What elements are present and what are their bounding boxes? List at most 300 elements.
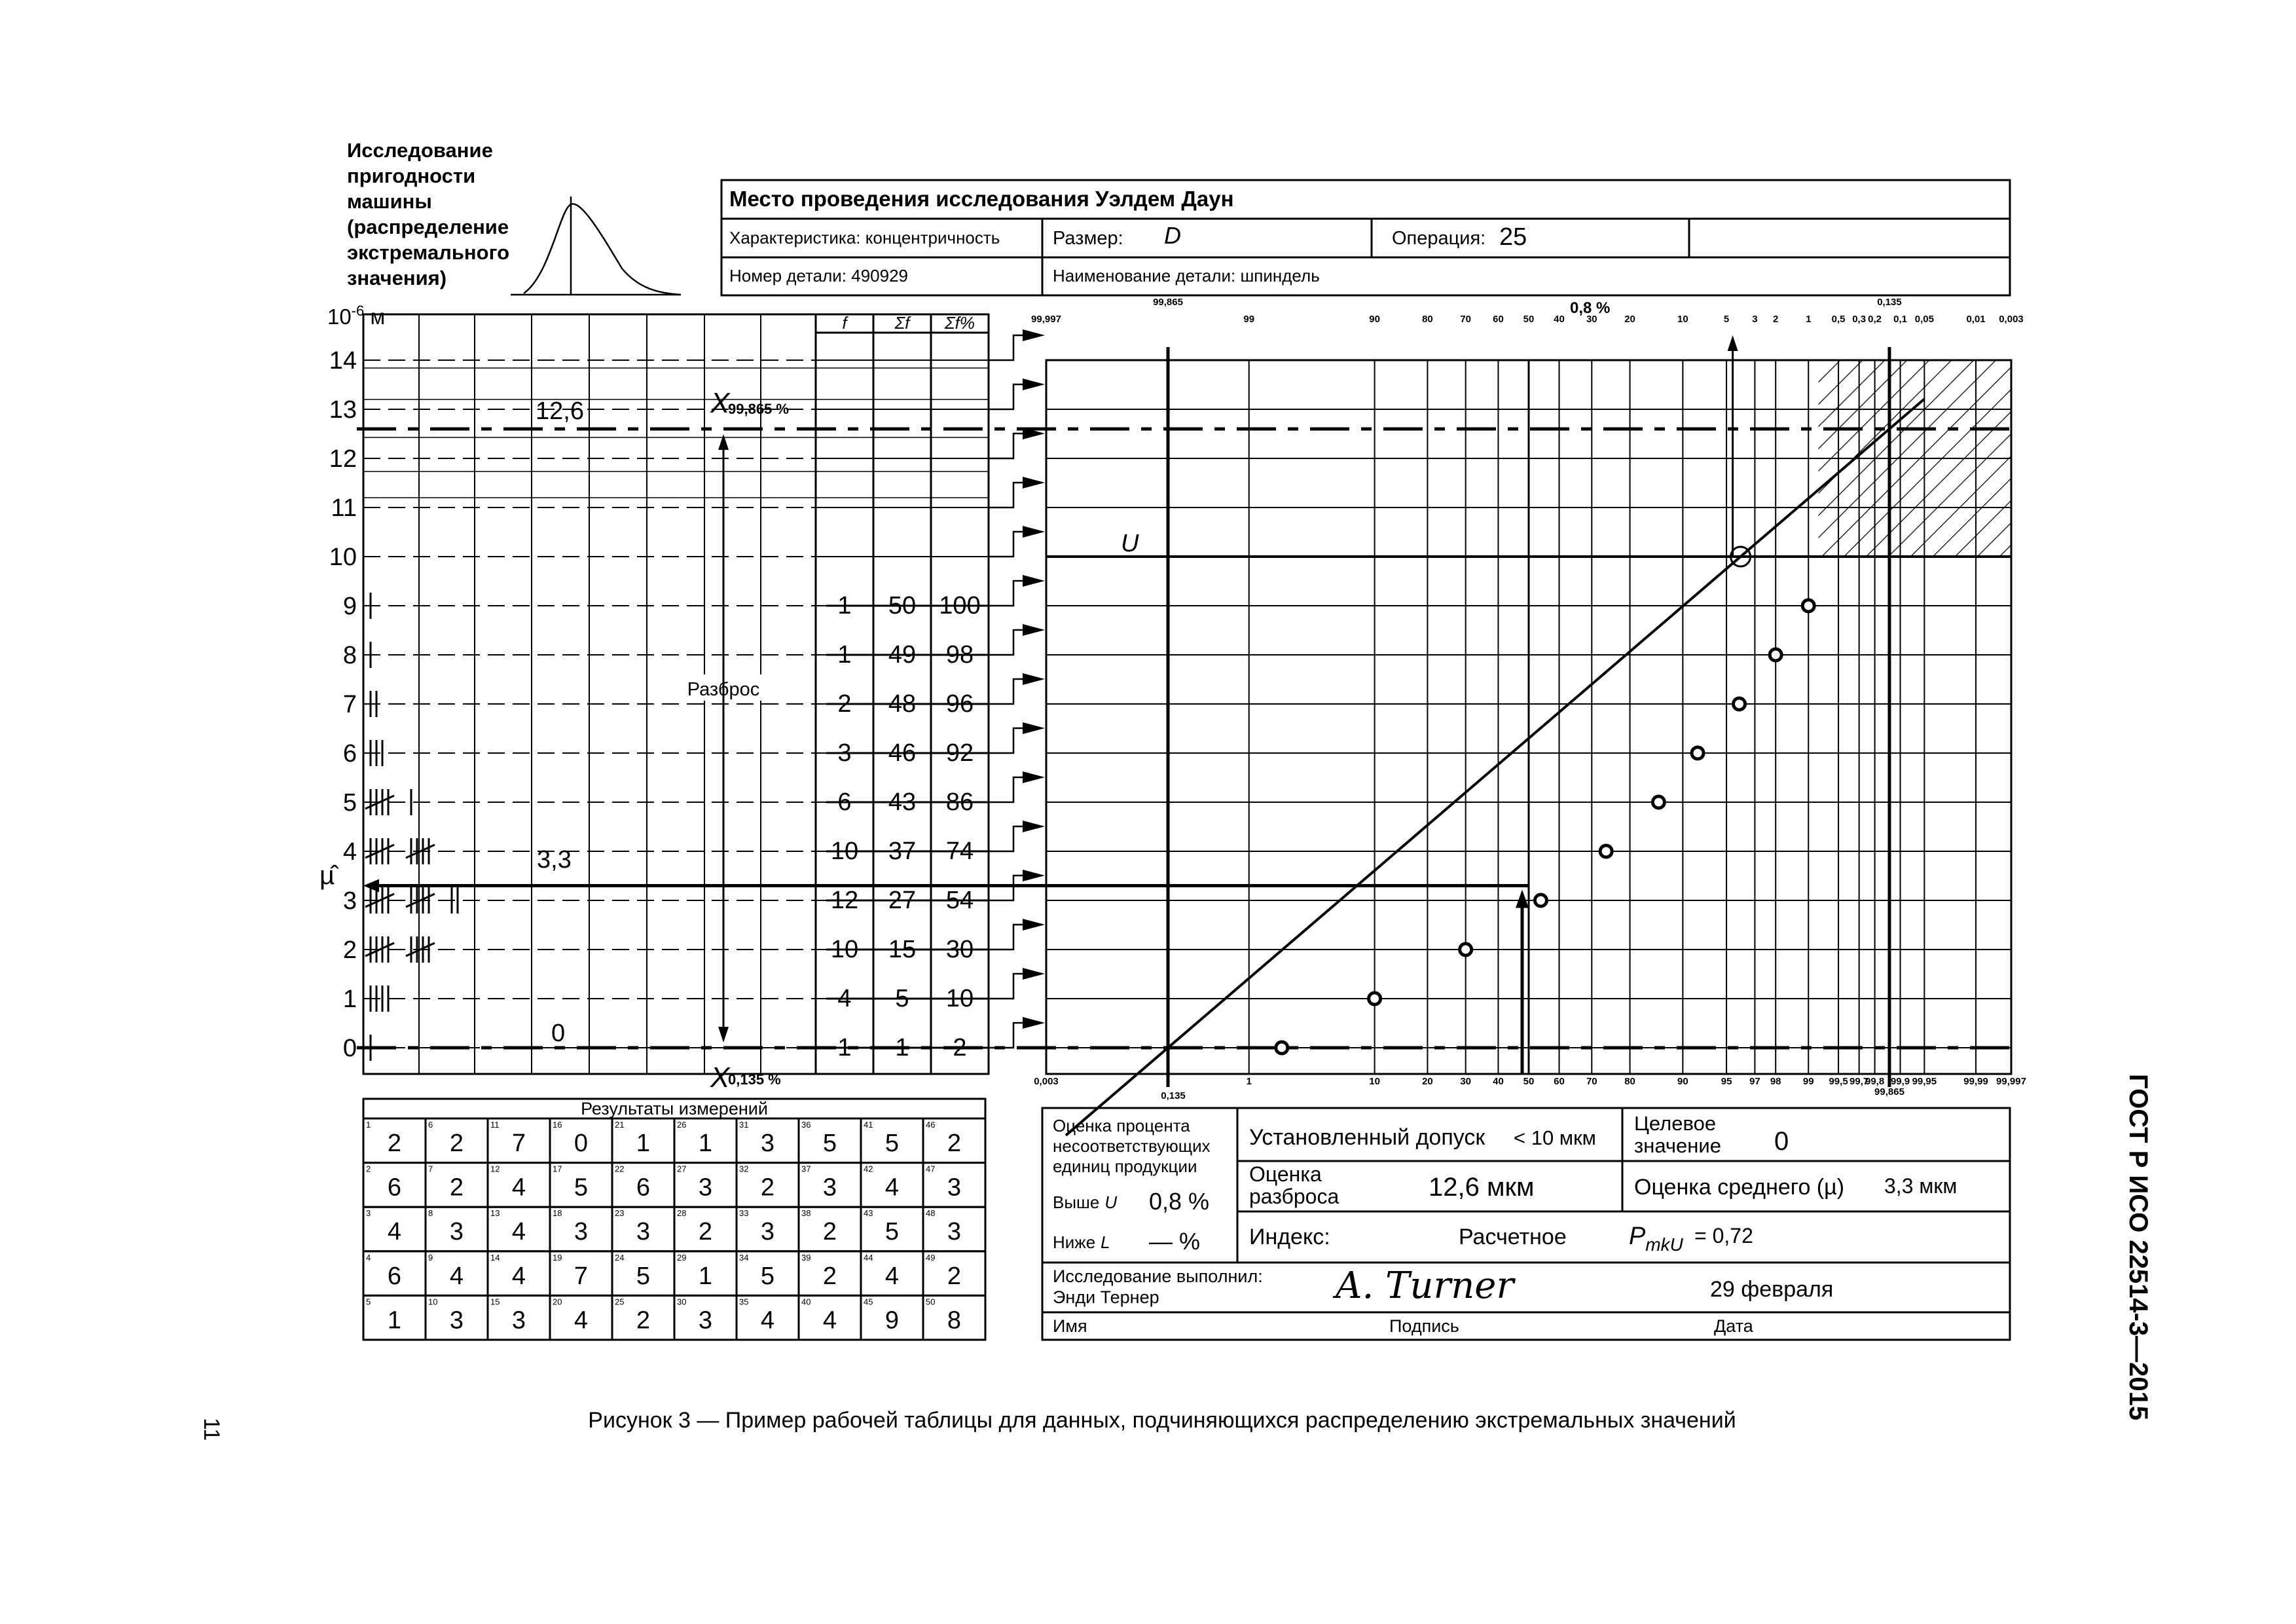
measurements-title: Результаты измерений: [581, 1099, 768, 1118]
tally-marks: [365, 593, 458, 1061]
size-value: D: [1164, 222, 1181, 249]
measurement-value: 3: [574, 1218, 589, 1246]
measurement-index: 13: [490, 1208, 500, 1219]
data-point: [1276, 1042, 1288, 1054]
measurement-value: 8: [947, 1306, 962, 1335]
data-point: [1652, 796, 1664, 808]
prob-top-label: 0,5: [1831, 314, 1846, 325]
u-limit-label: U: [1121, 530, 1139, 557]
prob-top-label: 99,997: [1031, 314, 1061, 325]
prob-bottom-label: 99,99: [1963, 1076, 1988, 1087]
lower-spread-value: 0: [551, 1020, 566, 1047]
frequency-sum-f-pct: 54: [945, 887, 974, 914]
measurement-index: 9: [428, 1252, 433, 1263]
measurement-value: 2: [822, 1262, 837, 1290]
spread-arrow-head: [718, 1027, 729, 1043]
measurement-value: 1: [698, 1262, 713, 1290]
measurement-index: 33: [739, 1208, 749, 1219]
nonconf-title: единиц продукции: [1053, 1156, 1197, 1176]
frequency-sum-f: 1: [895, 1034, 909, 1061]
y-tick-label: 12: [329, 445, 357, 473]
measurement-value: 7: [574, 1262, 589, 1290]
transfer-arrow-head: [1023, 919, 1045, 931]
prob-bottom-label: 99: [1802, 1076, 1814, 1087]
measurement-value: 3: [947, 1218, 962, 1246]
measurement-index: 39: [801, 1252, 811, 1263]
sheet-title-line: машины: [347, 190, 432, 213]
measurement-value: 6: [387, 1262, 402, 1290]
frequency-f: 2: [837, 690, 852, 718]
prob-bottom-special: 99,865: [1874, 1086, 1904, 1098]
measurement-index: 24: [615, 1252, 625, 1263]
frequency-f: 6: [837, 788, 852, 816]
prob-top-special: 0,135: [1877, 297, 1902, 308]
above-value: 0,8 %: [1149, 1188, 1210, 1215]
measurement-value: 2: [947, 1262, 962, 1290]
measurement-index: 10: [428, 1297, 438, 1307]
y-tick-label: 1: [342, 986, 357, 1013]
prob-top-label: 60: [1493, 314, 1504, 325]
prob-top-label: 3: [1752, 314, 1758, 325]
pct-above-label: 0,8 %: [1570, 299, 1611, 317]
measurement-index: 44: [864, 1252, 873, 1263]
data-point: [1692, 747, 1704, 759]
operation-value: 25: [1499, 223, 1527, 251]
location-label: Место проведения исследования Уэлдем Даун: [729, 187, 1234, 211]
measurement-value: 4: [387, 1218, 402, 1246]
mean-value-annotation: 3,3: [537, 846, 572, 874]
measurement-index: 22: [615, 1164, 625, 1174]
nonconf-title: несоответствующих: [1053, 1136, 1211, 1156]
measurement-value: 5: [884, 1218, 900, 1246]
measurement-index: 30: [677, 1297, 687, 1307]
performed-label: Исследование выполнил:: [1053, 1266, 1263, 1286]
prob-bottom-label: 95: [1721, 1076, 1732, 1087]
operation-label: Операция:: [1392, 228, 1486, 249]
index-symbol: P: [1629, 1223, 1646, 1250]
data-point: [1460, 944, 1472, 955]
measurement-index: 26: [677, 1120, 687, 1130]
index-subscript: mkU: [1645, 1234, 1683, 1255]
probability-grid: [1046, 347, 2011, 1087]
date-value: 29 февраля: [1710, 1277, 1834, 1302]
measurement-value: 3: [449, 1218, 464, 1246]
target-value: 0: [1774, 1127, 1789, 1156]
prob-bottom-label: 40: [1493, 1076, 1504, 1087]
frequency-f: 1: [837, 1034, 852, 1061]
date-caption: Дата: [1714, 1316, 1753, 1336]
measurement-index: 38: [801, 1208, 811, 1219]
size-label: Размер:: [1053, 228, 1123, 249]
sheet-title-line: экстремального: [347, 241, 510, 264]
transfer-arrow-head: [1023, 771, 1045, 783]
sheet-title: [347, 139, 509, 289]
performer-name: Энди Тернер: [1053, 1287, 1159, 1307]
sum-f-header: Σf: [894, 313, 910, 333]
data-point: [1535, 895, 1546, 906]
measurement-index: 2: [366, 1164, 371, 1174]
measurement-index: 35: [739, 1297, 749, 1307]
measurement-value: 4: [574, 1306, 589, 1335]
measurement-index: 21: [615, 1120, 625, 1130]
sheet-title-line: значения): [347, 267, 447, 289]
characteristic-label: Характеристика: концентричность: [729, 228, 1000, 248]
measurement-index: 7: [428, 1164, 433, 1174]
index-label: Индекс:: [1249, 1225, 1330, 1249]
frequency-sum-f: 50: [888, 592, 917, 619]
frequency-sum-f-pct: 74: [945, 838, 974, 865]
data-point: [1734, 698, 1745, 710]
measurement-value: 3: [698, 1306, 713, 1335]
measurement-value: 4: [884, 1262, 900, 1290]
frequency-sum-f: 37: [888, 838, 917, 865]
measurement-value: 2: [387, 1130, 402, 1157]
frequency-f: 4: [837, 985, 852, 1012]
measurement-index: 40: [801, 1297, 811, 1307]
prob-bottom-label: 99,8: [1865, 1076, 1885, 1087]
prob-bottom-label: 90: [1677, 1076, 1688, 1087]
spread-arrow-head: [718, 434, 729, 450]
tolerance-label: Установленный допуск: [1249, 1125, 1485, 1150]
frequency-sum-f: 27: [888, 887, 917, 914]
y-axis-unit-exp: -6: [351, 303, 365, 319]
frequency-sum-f: 43: [888, 788, 917, 816]
measurement-value: 2: [636, 1306, 651, 1335]
y-tick-label: 2: [342, 936, 357, 964]
measurement-value: 5: [822, 1130, 837, 1157]
data-point: [1369, 993, 1381, 1005]
measurement-value: 4: [511, 1218, 526, 1246]
frequency-sum-f: 5: [895, 985, 909, 1012]
nonconf-title: Оценка процента: [1053, 1116, 1190, 1135]
measurement-index: 29: [677, 1252, 687, 1263]
prob-top-label: 0,003: [1999, 314, 2024, 325]
transfer-arrow-head: [1023, 329, 1045, 341]
frequency-sum-f-pct: 30: [945, 936, 974, 963]
measurement-value: 3: [760, 1130, 775, 1157]
measurement-index: 12: [490, 1164, 500, 1174]
fitted-line: [1066, 399, 1924, 1135]
measurement-value: 4: [511, 1262, 526, 1290]
part-number-label: Номер детали: 490929: [729, 266, 908, 286]
signature: A. Turner: [1336, 1264, 1514, 1307]
svg-text:PmkU: [1629, 1223, 1684, 1255]
prob-top-label: 70: [1460, 314, 1472, 325]
y-tick-label: 8: [342, 642, 357, 669]
pct-above-arrow-head: [1728, 335, 1738, 351]
sum-f-pct-header: Σf%: [945, 313, 975, 333]
measurement-value: 3: [698, 1173, 713, 1202]
name-caption: Имя: [1053, 1316, 1087, 1336]
left-annotations: [536, 387, 789, 1094]
measurement-index: 45: [864, 1297, 873, 1307]
distribution-curve-icon: [511, 196, 681, 295]
y-tick-label: 14: [329, 347, 357, 375]
upper-spread-value: 12,6: [536, 397, 584, 425]
measurement-index: 18: [553, 1208, 562, 1219]
prob-top-label: 50: [1523, 314, 1535, 325]
transfer-arrow-head: [1023, 526, 1045, 538]
measurement-value: 1: [387, 1306, 402, 1335]
measurement-index: 15: [490, 1297, 500, 1307]
measurement-index: 8: [428, 1208, 433, 1219]
measurement-index: 47: [926, 1164, 936, 1174]
transfer-arrow-head: [1023, 378, 1045, 390]
prob-top-label: 0,2: [1868, 314, 1882, 325]
figure-caption: Рисунок 3 — Пример рабочей таблицы для данных, подчиняющихся распределению экстремальных значений: [588, 1408, 1736, 1433]
tolerance-value: < 10 мкм: [1514, 1126, 1596, 1149]
y-axis-unit: [327, 303, 385, 329]
measurement-index: 43: [864, 1208, 873, 1219]
mean-estimate-value: 3,3 мкм: [1884, 1174, 1958, 1198]
frequency-sum-f: 15: [888, 936, 917, 963]
measurement-index: 1: [366, 1120, 371, 1130]
measurement-value: 5: [574, 1173, 589, 1202]
sign-caption: Подпись: [1389, 1316, 1459, 1336]
lower-x-subscript: 0,135 %: [728, 1071, 781, 1088]
upper-x-label: X: [710, 387, 730, 419]
mean-vertical-arrow-head: [1516, 890, 1529, 908]
frequency-sum-f-pct: 86: [945, 788, 974, 816]
measurement-value: 5: [884, 1130, 900, 1157]
target-label: Целевое: [1634, 1112, 1717, 1135]
frequency-sum-f-pct: 10: [945, 985, 974, 1012]
standard-code: ГОСТ Р ИСО 22514-3—2015: [2124, 1074, 2153, 1421]
f-header: f: [842, 313, 847, 333]
lower-x-label: X: [710, 1061, 730, 1094]
prob-top-label: 90: [1369, 314, 1380, 325]
prob-bottom-label: 99,95: [1912, 1076, 1937, 1087]
prob-bottom-label: 50: [1523, 1076, 1535, 1087]
measurement-value: 6: [636, 1173, 651, 1202]
above-label: Выше: [1053, 1192, 1100, 1212]
measurement-value: 3: [947, 1173, 962, 1202]
measurement-index: 48: [926, 1208, 936, 1219]
prob-top-label: 5: [1723, 314, 1730, 325]
y-tick-label: 13: [329, 396, 357, 424]
frequency-sum-f-pct: 92: [945, 739, 974, 767]
spread-estimate-value: 12,6 мкм: [1429, 1173, 1535, 1202]
target-label: значение: [1634, 1134, 1721, 1157]
prob-bottom-label: 99,5: [1829, 1076, 1848, 1087]
measurement-index: 27: [677, 1164, 687, 1174]
measurement-index: 25: [615, 1297, 625, 1307]
data-point: [1802, 600, 1814, 612]
measurement-index: 50: [926, 1297, 936, 1307]
y-tick-label: 7: [342, 691, 357, 718]
measurement-index: 5: [366, 1297, 371, 1307]
prob-bottom-label: 10: [1369, 1076, 1380, 1087]
chart-plot: [357, 335, 2011, 1135]
measurement-value: 3: [449, 1306, 464, 1335]
mean-estimate-label: Оценка среднего (µ): [1634, 1175, 1845, 1200]
svg-text:ВышеU: [1053, 1192, 1117, 1212]
frequency-sum-f-pct: 100: [939, 592, 981, 619]
frequency-sum-f-pct: 96: [945, 690, 974, 718]
frequency-f: 1: [837, 592, 852, 619]
spread-estimate-label: Оценка: [1249, 1162, 1322, 1186]
measurement-index: 4: [366, 1252, 371, 1263]
below-value: — %: [1149, 1228, 1201, 1255]
y-tick-label: 4: [342, 838, 357, 866]
measurement-value: 3: [636, 1218, 651, 1246]
prob-top-label: 0,3: [1852, 314, 1867, 325]
measurement-value: 5: [760, 1262, 775, 1290]
measurement-index: 23: [615, 1208, 625, 1219]
upper-x-subscript: 99,865 %: [728, 401, 789, 417]
measurement-index: 49: [926, 1252, 936, 1263]
below-label: Ниже: [1053, 1232, 1096, 1252]
prob-bottom-label: 30: [1460, 1076, 1472, 1087]
measurement-value: 4: [884, 1173, 900, 1202]
frequency-f: 10: [830, 838, 859, 865]
measurement-value: 2: [947, 1130, 962, 1157]
y-axis-unit-base: 10: [327, 304, 352, 329]
y-tick-label: 10: [329, 544, 357, 571]
frequency-f: 1: [837, 641, 852, 669]
measurement-index: 6: [428, 1120, 433, 1130]
measurement-value: 2: [760, 1173, 775, 1202]
measurement-value: 0: [574, 1130, 589, 1157]
transfer-arrow-head: [1023, 624, 1045, 636]
index-value: = 0,72: [1694, 1224, 1753, 1247]
prob-bottom-label: 0,003: [1034, 1076, 1059, 1087]
prob-bottom-label: 97: [1749, 1076, 1760, 1087]
prob-top-label: 20: [1624, 314, 1635, 325]
frequency-rows: [826, 329, 1045, 1061]
prob-bottom-label: 99,7: [1850, 1076, 1869, 1087]
data-point: [1770, 649, 1781, 661]
prob-bottom-special: 0,135: [1161, 1090, 1186, 1101]
y-tick-label: 11: [331, 494, 357, 522]
data-point: [1600, 845, 1612, 857]
frequency-f: 12: [830, 887, 859, 914]
transfer-arrow-head: [1023, 870, 1045, 881]
prob-bottom-label: 1: [1246, 1076, 1252, 1087]
measurement-index: 17: [553, 1164, 562, 1174]
y-tick-label: 5: [342, 789, 357, 817]
frequency-f: 3: [837, 739, 852, 767]
prob-bottom-label: 60: [1554, 1076, 1565, 1087]
frequency-sum-f: 49: [888, 641, 917, 669]
measurement-value: 4: [822, 1306, 837, 1335]
frequency-sum-f-pct: 98: [945, 641, 974, 669]
sheet-title-line: пригодности: [347, 164, 476, 187]
measurement-index: 36: [801, 1120, 811, 1130]
below-symbol: L: [1101, 1232, 1110, 1252]
prob-top-label: 10: [1677, 314, 1688, 325]
measurement-value: 4: [511, 1173, 526, 1202]
measurement-index: 20: [553, 1297, 562, 1307]
spread-label: Разброс: [687, 679, 760, 700]
measurement-value: 5: [636, 1262, 651, 1290]
prob-bottom-label: 20: [1422, 1076, 1433, 1087]
transfer-arrow-head: [1023, 722, 1045, 734]
prob-top-label: 80: [1422, 314, 1433, 325]
prob-top-label: 0,1: [1893, 314, 1907, 325]
prob-top-label: 0,01: [1966, 314, 1986, 325]
measurement-value: 9: [884, 1306, 900, 1335]
measurement-index: 31: [739, 1120, 749, 1130]
prob-top-label: 1: [1806, 314, 1812, 325]
y-tick-label: 9: [342, 593, 357, 620]
index-type: Расчетное: [1459, 1225, 1567, 1249]
measurement-value: 2: [822, 1218, 837, 1246]
measurement-value: 3: [822, 1173, 837, 1202]
measurement-value: 1: [636, 1130, 651, 1157]
prob-top-special: 99,865: [1153, 297, 1183, 308]
prob-top-label: 40: [1554, 314, 1565, 325]
frequency-sum-f: 48: [888, 690, 917, 718]
measurement-value: 3: [511, 1306, 526, 1335]
measurement-value: 7: [511, 1130, 526, 1157]
y-tick-label: 6: [342, 740, 357, 767]
frequency-header: [842, 313, 975, 333]
transfer-arrow-head: [1023, 673, 1045, 685]
measurement-index: 46: [926, 1120, 936, 1130]
sheet-title-line: Исследование: [347, 139, 493, 162]
transfer-arrow-head: [1023, 821, 1045, 832]
transfer-arrow-head: [1023, 477, 1045, 489]
transfer-arrow-head: [1023, 1017, 1045, 1029]
prob-bottom-label: 98: [1770, 1076, 1781, 1087]
y-axis-labels: [329, 347, 357, 1062]
measurement-value: 2: [449, 1130, 464, 1157]
prob-bottom-label: 99,997: [1996, 1076, 2026, 1087]
measurement-index: 37: [801, 1164, 811, 1174]
measurement-value: 4: [449, 1262, 464, 1290]
prob-bottom-label: 99,9: [1890, 1076, 1910, 1087]
transfer-arrow-head: [1023, 968, 1045, 980]
measurement-index: 28: [677, 1208, 687, 1219]
measurement-index: 14: [490, 1252, 500, 1263]
part-name-label: Наименование детали: шпиндель: [1053, 266, 1320, 286]
y-axis-unit-suffix: м: [364, 304, 386, 329]
frequency-sum-f-pct: 2: [953, 1034, 967, 1061]
measurement-value: 3: [760, 1218, 775, 1246]
measurement-index: 42: [864, 1164, 873, 1174]
svg-text:НижеL: [1053, 1232, 1110, 1252]
measurement-index: 34: [739, 1252, 749, 1263]
y-tick-label: 3: [342, 887, 357, 915]
prob-top-label: 99: [1243, 314, 1255, 325]
measurement-value: 4: [760, 1306, 775, 1335]
measurement-index: 41: [864, 1120, 873, 1130]
prob-top-label: 30: [1586, 314, 1597, 325]
mu-hat-label: µ̂: [319, 861, 335, 890]
measurement-cells: [363, 1118, 985, 1340]
prob-top-label: 2: [1773, 314, 1779, 325]
svg-text:10-6 м: [327, 303, 385, 329]
measurement-value: 1: [698, 1130, 713, 1157]
measurement-index: 19: [553, 1252, 562, 1263]
frequency-sum-f: 46: [888, 739, 917, 767]
spread-estimate-label: разброса: [1249, 1185, 1339, 1208]
frequency-f: 10: [830, 936, 859, 963]
measurement-index: 3: [366, 1208, 371, 1219]
page-number: 11: [199, 1418, 224, 1441]
prob-bottom-label: 80: [1624, 1076, 1635, 1087]
measurement-index: 16: [553, 1120, 562, 1130]
prob-top-label: 0,05: [1914, 314, 1934, 325]
measurement-value: 2: [449, 1173, 464, 1202]
measurement-value: 6: [387, 1173, 402, 1202]
measurement-index: 11: [490, 1120, 500, 1130]
sheet-title-line: (распределение: [347, 215, 509, 238]
measurement-value: 2: [698, 1218, 713, 1246]
measurement-index: 32: [739, 1164, 749, 1174]
transfer-arrow-head: [1023, 575, 1045, 587]
